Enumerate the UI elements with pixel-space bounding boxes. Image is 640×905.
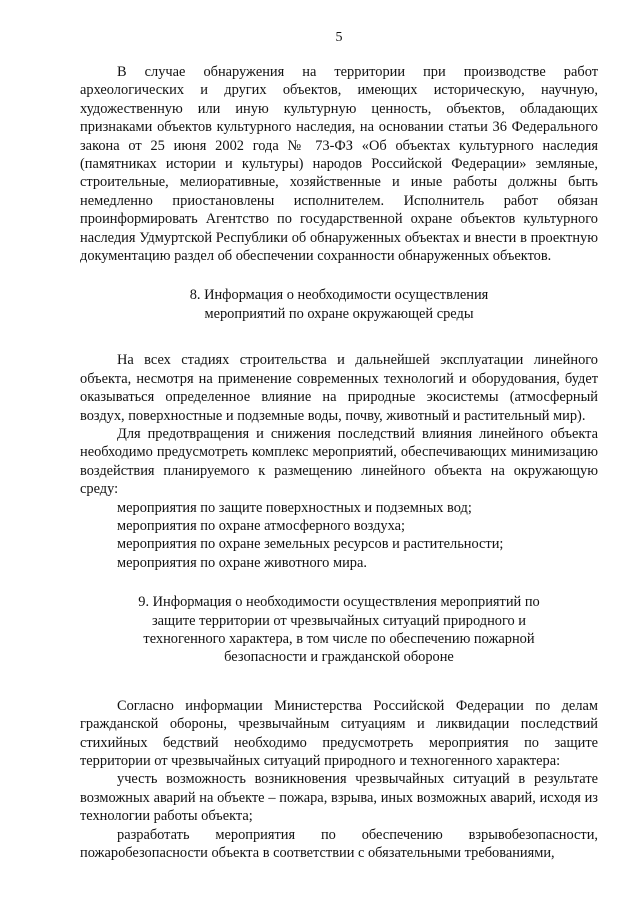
section8-heading-line: 8. Информация о необходимости осуществления (189, 287, 489, 304)
section8-list-item: мероприятия по охране животного мира. (117, 554, 367, 571)
section9-heading-line: безопасности и гражданской обороне (224, 649, 454, 666)
section9-paragraph: учесть возможность возникновения чрезвычайных ситуаций в результате возможных аварий на объекте – пожара, взрыва, иных возможных аварий, исходя из технологии работы объекта; (80, 771, 598, 825)
section9-heading-line: техногенного характера, в том числе по обеспечению пожарной (143, 630, 535, 647)
section8-list-item: мероприятия по защите поверхностных и подземных вод; (117, 499, 472, 516)
section8-heading (80, 286, 598, 323)
section9-paragraph: разработать мероприятия по обеспечению взрывобезопасности, пожаробезопасности объекта в соответствии с обязательными требованиями, (80, 826, 598, 862)
page-number: 5 (335, 30, 343, 45)
section8-heading-line: мероприятий по охране окружающей среды (204, 305, 474, 322)
section8-paragraph: Для предотвращения и снижения последствий влияния линейного объекта необходимо предусмотреть комплекс мероприятий, обеспечивающих минимизацию воздействия планируемого к размещению линейного объекта на окружающую среду: (80, 425, 598, 498)
section9-heading (80, 593, 598, 667)
section9-heading-line: 9. Информация о необходимости осуществления мероприятий по (138, 594, 540, 611)
section8-list-item: мероприятия по охране атмосферного воздуха; (117, 517, 405, 534)
section8-paragraph: На всех стадиях строительства и дальнейшей эксплуатации линейного объекта, несмотря на применение современных технологий и оборудования, будет оказываться определенное влияние на природные экосистемы (атмосферный воздух, поверхностные и подземные воды, почву, животный и растительный мир). (80, 352, 598, 424)
section9-heading-line: защите территории от чрезвычайных ситуаций природного и (151, 612, 527, 629)
section8-list-item: мероприятия по охране земельных ресурсов и растительности; (117, 536, 504, 553)
section7-paragraph: В случае обнаружения на территории при производстве работ археологических и других объектов, имеющих историческую, научную, художественную или иную культурную ценность, объектов, обладающих признаками объектов культурного наследия, на основании статьи 36 Федерального закона от 25 июня 2002 года № 73-ФЗ «Об объектах культурного наследия (памятниках истории и культуры) народов Российской Федерации» земляные, строительные, мелиоративные, хозяйственные и иные работы должны быть немедленно приостановлены исполнителем. Исполнитель работ обязан проинформировать Агентство по государственной охране объектов культурного наследия Удмуртской Республики об обнаруженных объектах и внести в проектную документацию раздел об обеспечении сохранности обнаруженных объектов. (80, 64, 598, 265)
section9-paragraph: Согласно информации Министерства Российской Федерации по делам гражданской обороны, чрезвычайным ситуациям и ликвидации последствий стихийных бедствий необходимо предусмотреть мероприятия по защите территории от чрезвычайных ситуаций природного и техногенного характера: (80, 697, 598, 769)
